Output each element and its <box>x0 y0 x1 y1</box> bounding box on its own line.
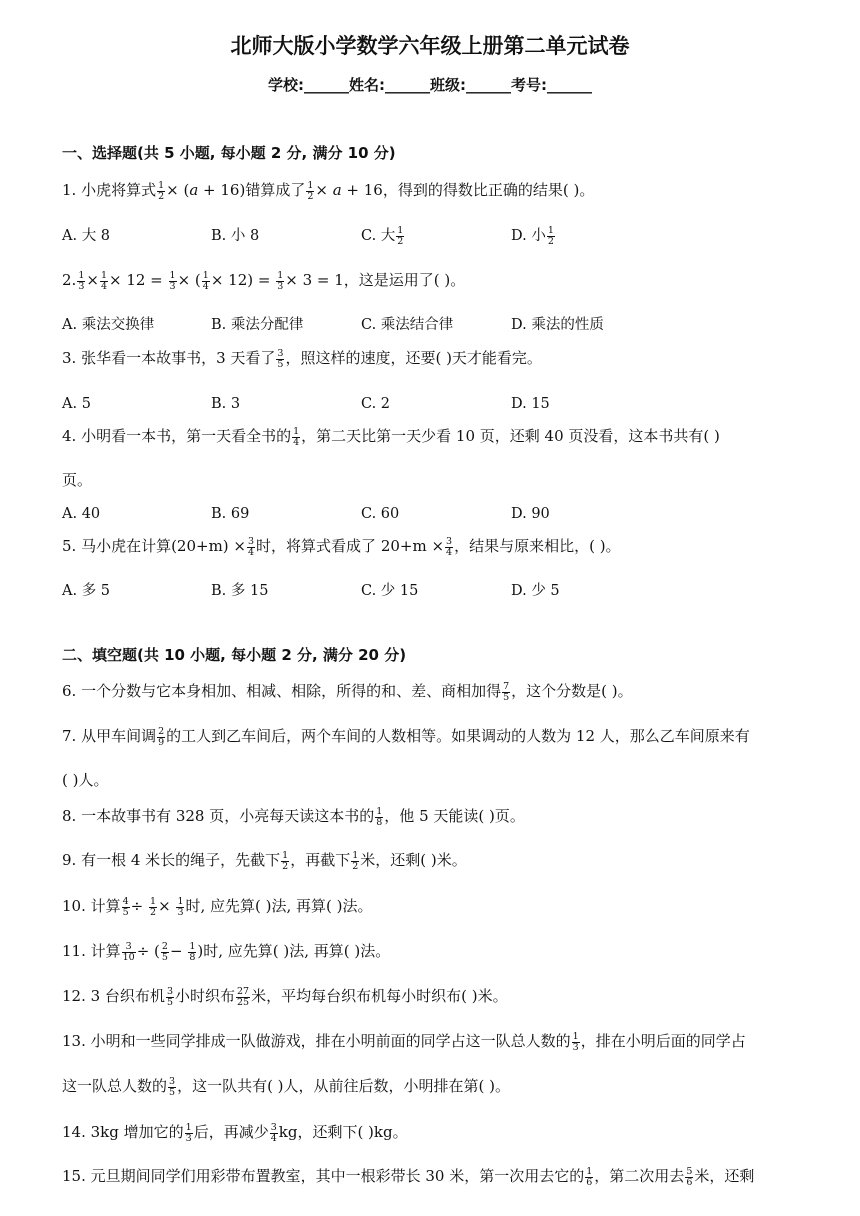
fraction <box>292 427 300 447</box>
option-b: B. 乘法分配律 <box>211 317 304 333</box>
numerator: 3 <box>446 536 453 547</box>
question-14: 14. 3kg 增加它的 $\frac{1}{3}$ 后，再减少 $\frac{3}{4}$ kg，还剩下( )kg。 <box>62 1122 408 1144</box>
numerator: 2 <box>161 941 168 952</box>
denominator: 5 <box>161 951 168 963</box>
denominator: 3 <box>177 906 184 918</box>
numerator: 1 <box>150 896 157 907</box>
option-a: A. 多 5 <box>62 583 111 599</box>
denominator: 5 <box>122 906 129 918</box>
question-6: 6. 一个分数与它本身相加、相减、相除，所得的和、差、商相加得 $\frac{7}{5}$ ，这个分数是( )。 <box>62 681 633 703</box>
fraction <box>445 537 453 557</box>
option-d: D. 乘法的性质 <box>511 317 604 333</box>
numerator: 1 <box>100 270 107 281</box>
denominator: 5 <box>166 996 173 1008</box>
numerator: 3 <box>277 348 284 359</box>
page-title: 北师大版小学数学六年级上册第二单元试卷 <box>230 34 630 58</box>
denominator: 2 <box>282 860 289 872</box>
question-9: 9. 有一根 4 米长的绳子，先截下 $\frac{1}{2}$ ，再截下 $\frac{1}{2}$ 米，还剩( )米。 <box>62 850 467 872</box>
option-a: A. 40 <box>62 506 101 522</box>
fraction <box>100 271 108 291</box>
fraction <box>77 271 85 291</box>
option-c: C. 60 <box>361 506 400 522</box>
numerator: 1 <box>547 225 554 236</box>
fraction <box>202 271 210 291</box>
option-c: C. 2 <box>361 396 391 412</box>
denominator: 3 <box>169 280 176 292</box>
fraction <box>176 897 184 917</box>
option-a: A. 乘法交换律 <box>62 317 155 333</box>
denominator: 4 <box>270 1132 277 1144</box>
numerator: 1 <box>158 180 165 191</box>
section-heading-fill: 二、填空题(共 10 小题, 每小题 2 分, 满分 20 分) <box>62 646 407 664</box>
numerator: 3 <box>122 942 136 953</box>
question-4: 4. 小明看一本书，第一天看全书的 $\frac{1}{4}$ ，第二天比第一天少看 10 页，还剩 40 页没看，这本书共有( ) <box>62 426 720 448</box>
option-b: B. 3 <box>211 396 241 412</box>
numerator: 1 <box>177 896 184 907</box>
fraction <box>157 727 165 747</box>
denominator: 5 <box>169 1086 176 1098</box>
denominator: 4 <box>248 546 255 558</box>
question-5: 5. 马小虎在计算(20+m) × $\frac{3}{4}$ 时，将算式看成了 20+m × $\frac{3}{4}$ ，结果与原来相比，( )。 <box>62 536 621 558</box>
fraction <box>685 1167 693 1187</box>
question-15: 15. 元旦期间同学们用彩带布置教室，其中一根彩带长 30 米，第一次用去它的 $\frac{1}{6}$ ，第二次用去 $\frac{5}{6}$ 米，还剩 <box>62 1166 755 1188</box>
numerator: 3 <box>169 1076 176 1087</box>
fraction <box>168 1077 176 1097</box>
denominator: 5 <box>277 358 284 370</box>
fraction <box>396 226 404 246</box>
question-7-continued: ( )人。 <box>62 771 109 789</box>
denominator: 2 <box>307 190 314 202</box>
denominator: 8 <box>376 816 383 828</box>
denominator: 25 <box>237 996 250 1008</box>
question-13: 13. 小明和一些同学排成一队做游戏，排在小明前面的同学占这一队总人数的 $\frac{1}{3}$ ，排在小明后面的同学占 <box>62 1031 746 1053</box>
fraction <box>502 682 510 702</box>
fraction <box>547 226 555 246</box>
question-7: 7. 从甲车间调 $\frac{2}{9}$ 的工人到乙车间后，两个车间的人数相等。如果调动的人数为 12 人，那么乙车间原来有 <box>62 726 750 748</box>
fraction <box>375 807 383 827</box>
numerator: 4 <box>122 896 129 907</box>
fraction <box>149 897 157 917</box>
fraction <box>351 851 359 871</box>
option-d: D. 15 <box>511 396 550 412</box>
option-d: D. 少 5 <box>511 583 560 599</box>
denominator: 4 <box>446 546 453 558</box>
denominator: 5 <box>503 691 510 703</box>
denominator: 3 <box>78 280 85 292</box>
numerator: 1 <box>307 180 314 191</box>
fraction <box>122 897 130 917</box>
denominator: 6 <box>686 1176 693 1188</box>
fraction <box>270 1123 278 1143</box>
question-13-continued: 这一队总人数的 $\frac{3}{5}$ ，这一队共有( )人，从前往后数，小明排在第( )。 <box>62 1076 511 1098</box>
question-8: 8. 一本故事书有 328 页，小亮每天读这本书的 $\frac{1}{8}$ ，他 5 天能读( )页。 <box>62 806 525 828</box>
student-info-line: 学校:______姓名:______班级:______考号:______ <box>268 76 592 94</box>
denominator: 2 <box>352 860 359 872</box>
option-b: B. 多 15 <box>211 583 269 599</box>
section-heading-choice: 一、选择题(共 5 小题, 每小题 2 分, 满分 10 分) <box>62 144 396 162</box>
fraction <box>281 851 289 871</box>
numerator: 5 <box>686 1166 693 1177</box>
numerator: 1 <box>572 1031 579 1042</box>
option-a: A. 5 <box>62 396 91 412</box>
denominator: 10 <box>122 951 135 963</box>
fraction <box>185 1123 193 1143</box>
option-b: B. 小 8 <box>211 228 260 244</box>
fraction <box>161 942 169 962</box>
denominator: 9 <box>158 736 165 748</box>
fraction <box>236 987 250 1007</box>
numerator: 3 <box>248 536 255 547</box>
numerator: 3 <box>166 986 173 997</box>
fraction <box>188 942 196 962</box>
numerator: 1 <box>169 270 176 281</box>
question-2: 2. $\frac{1}{3}$ × $\frac{1}{4}$ × 12 = $\frac{1}{3}$ × ( $\frac{1}{4}$ × 12) = $\frac{1}{3}$ × 3 = 1，这是运用了( )。 <box>62 270 466 292</box>
question-12: 12. 3 台织布机 $\frac{3}{5}$ 小时织布 $\frac{27}{25}$ 米，平均每台织布机每小时织布( )米。 <box>62 986 508 1008</box>
question-11: 11. 计算 $\frac{3}{10}$ ÷ ( $\frac{2}{5}$ − $\frac{1}{8}$ )时, 应先算( )法, 再算( )法。 <box>62 941 391 963</box>
numerator: 1 <box>293 426 300 437</box>
fraction <box>166 987 174 1007</box>
fraction <box>276 349 284 369</box>
denominator: 2 <box>397 235 404 247</box>
denominator: 4 <box>100 280 107 292</box>
denominator: 2 <box>158 190 165 202</box>
numerator: 1 <box>202 270 209 281</box>
question-3: 3. 张华看一本故事书，3 天看了 $\frac{3}{5}$ ，照这样的速度，还要( )天才能看完。 <box>62 348 542 370</box>
denominator: 3 <box>572 1041 579 1053</box>
fraction <box>585 1167 593 1187</box>
denominator: 6 <box>586 1176 593 1188</box>
numerator: 1 <box>586 1166 593 1177</box>
question-4-continued: 页。 <box>62 471 93 489</box>
option-d: D. 90 <box>511 506 550 522</box>
numerator: 1 <box>352 850 359 861</box>
question-1: 1. 小虎将算式 $\frac{1}{2}$ × (𝑎 + 16)错算成了 $\frac{1}{2}$ × 𝑎 + 16，得到的得数比正确的结果( )。 <box>62 180 595 202</box>
option-c: C. 少 15 <box>361 583 419 599</box>
fraction <box>157 181 165 201</box>
fraction <box>572 1032 580 1052</box>
numerator: 1 <box>376 806 383 817</box>
fraction <box>247 537 255 557</box>
fraction <box>169 271 177 291</box>
numerator: 1 <box>282 850 289 861</box>
fraction <box>276 271 284 291</box>
denominator: 3 <box>185 1132 192 1144</box>
fraction <box>122 942 136 962</box>
numerator: 7 <box>503 681 510 692</box>
numerator: 1 <box>189 941 196 952</box>
option-a: A. 大 8 <box>62 228 111 244</box>
denominator: 2 <box>150 906 157 918</box>
fraction <box>306 181 314 201</box>
denominator: 4 <box>293 436 300 448</box>
numerator: 2 <box>158 726 165 737</box>
numerator: 1 <box>185 1122 192 1133</box>
numerator: 1 <box>397 225 404 236</box>
numerator: 27 <box>237 986 250 997</box>
option-c: C. 大 $\frac{1}{2}$ <box>361 225 404 247</box>
numerator: 3 <box>270 1122 277 1133</box>
numerator: 1 <box>277 270 284 281</box>
option-c: C. 乘法结合律 <box>361 317 454 333</box>
denominator: 8 <box>189 951 196 963</box>
numerator: 1 <box>78 270 85 281</box>
option-b: B. 69 <box>211 506 250 522</box>
denominator: 3 <box>277 280 284 292</box>
denominator: 2 <box>547 235 554 247</box>
denominator: 4 <box>202 280 209 292</box>
option-d: D. 小 $\frac{1}{2}$ <box>511 225 554 247</box>
question-10: 10. 计算 $\frac{4}{5}$ ÷ $\frac{1}{2}$ × $\frac{1}{3}$ 时, 应先算( )法, 再算( )法。 <box>62 896 373 918</box>
